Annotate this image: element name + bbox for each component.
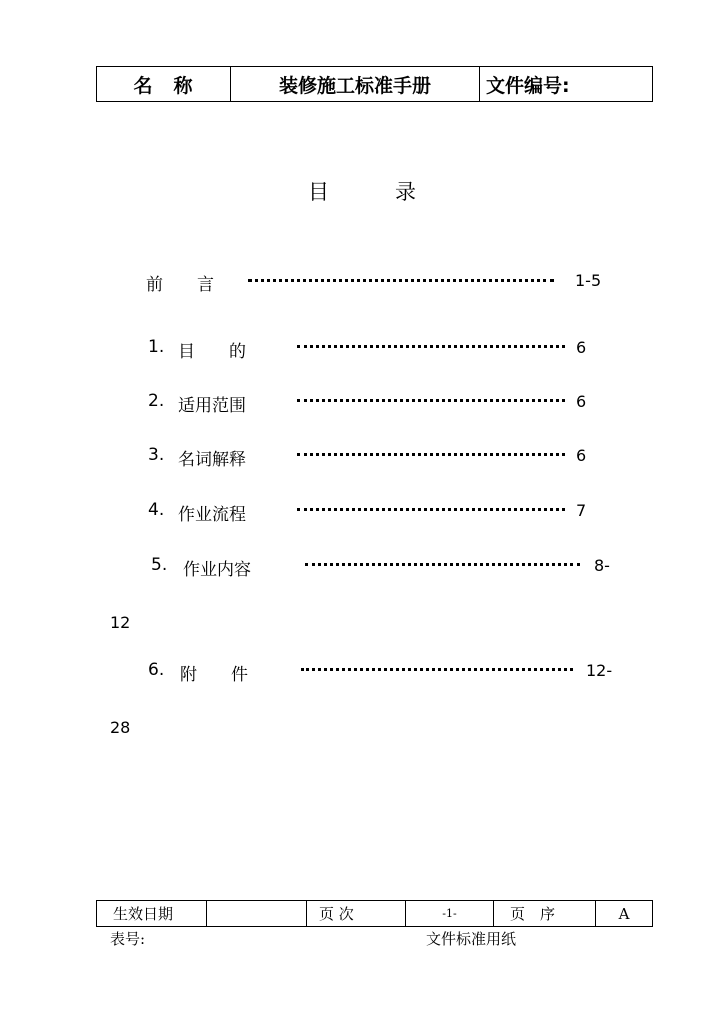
toc-entry-number: 6. [148,660,165,680]
toc-leader-dots [297,399,565,402]
toc-title-right: 录 [395,180,416,204]
toc-entry-page: 6 [576,392,587,411]
toc-entry-number: 4. [148,500,165,520]
toc-entry-label: 目 的 [178,342,246,362]
effective-date-value [207,901,307,926]
toc-leader-dots [305,563,580,566]
document-title: 装修施工标准手册 [231,67,480,101]
sequence-value: A [618,904,630,923]
name-label: 名 称 [97,67,231,101]
toc-leader-dots [301,668,573,671]
toc-entry-page-continuation: 28 [110,718,131,737]
page-value: -1- [406,901,494,926]
toc-entry-page: 12- [586,661,613,680]
form-number-label: 表号: [110,930,146,948]
toc-leader-dots [297,453,565,456]
toc-title [0,176,724,206]
effective-date-label: 生效日期 [97,901,207,926]
toc-leader-dots [248,279,554,282]
toc-entry-number: 3. [148,445,165,465]
toc-entry-label: 适用范围 [178,396,246,416]
doc-number-label: 文件编号: [486,74,570,97]
toc-entry-label: 作业流程 [178,505,246,525]
toc-entry-page: 8- [594,556,610,575]
sequence-label: 页 序 [494,901,596,926]
toc-leader-dots [297,508,565,511]
toc-entry-label: 附 件 [180,665,248,685]
toc-entry-page: 1-5 [575,271,602,290]
header-table [96,66,653,102]
page-label: 页 次 [307,901,406,926]
toc-entry-number: 2. [148,391,165,411]
toc-entry-label: 名词解释 [178,450,246,470]
toc-entry-label: 作业内容 [183,560,251,580]
toc-entry-label: 前 言 [146,275,214,295]
toc-entry-number: 5. [151,555,168,575]
toc-entry-page: 7 [576,501,587,520]
toc-title-left: 目 [308,180,329,204]
standard-paper-label: 文件标准用纸 [426,930,517,948]
toc-entry-number: 1. [148,337,165,357]
footer-table [96,900,653,927]
toc-entry-page: 6 [576,446,587,465]
toc-entry-page: 6 [576,338,587,357]
toc-leader-dots [297,345,565,348]
toc-entry-page-continuation: 12 [110,613,131,632]
